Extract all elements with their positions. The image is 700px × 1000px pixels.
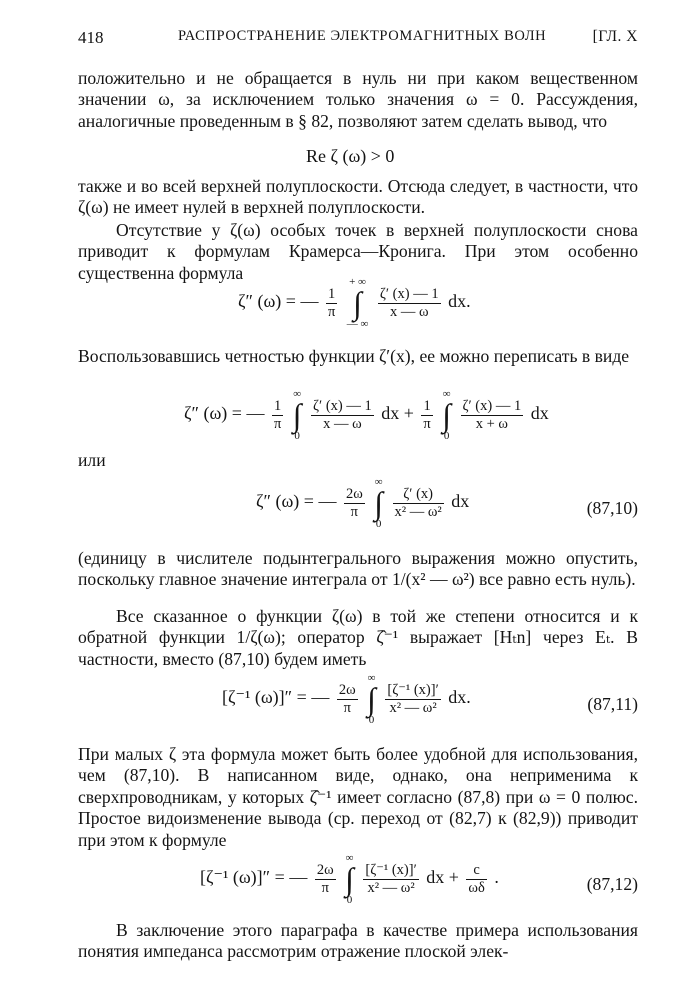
numerator: [ζ⁻¹ (x)]′ (387, 681, 439, 698)
integrand-fraction (363, 862, 418, 897)
equation-text: Re ζ (ω) > 0 (306, 146, 395, 166)
paragraph-3: Отсутствие у ζ(ω) особых точек в верхней полуплоскости снова приводит к формулам Крамерса—Кронига. При этом особенно существенна формула (78, 220, 638, 283)
coefficient-fraction (272, 398, 283, 433)
upper-limit: ∞ (293, 388, 302, 400)
page-number: 418 (78, 28, 104, 47)
paragraph-5: или (78, 450, 106, 470)
equation-number-87-10: (87,10) (586, 498, 638, 518)
lhs: [ζ⁻¹ (ω)]″ = — (222, 687, 330, 708)
paragraph-7: Все сказанное о функции ζ(ω) в той же степени относится и к обратной функции 1/ζ(ω); оператор ζ̂⁻¹ выражает [Hₜn] через Eₜ. В частности, вместо (87,10) будем иметь (78, 606, 638, 669)
coefficient-fraction (315, 862, 336, 897)
upper-limit: ∞ (367, 672, 376, 684)
coefficient-fraction (344, 486, 365, 521)
paragraph-8: При малых ζ эта формула может быть более удобной для использования, чем (87,10). В написанном виде, однако, она неприменима к сверхпроводникам, у которых ζ̂⁻¹ имеет согласно (87,8) при ω = 0 полюс. Простое видоизменение вывода (ср. переход от (82,7) к (82,9)) приводит при этом к формуле (78, 744, 638, 850)
equation-kramers-kronig (238, 276, 471, 330)
integral-sign-2: ∞ ∫ 0 (442, 388, 451, 442)
denominator: π (423, 415, 431, 432)
denominator: π (321, 879, 329, 896)
numerator: 1 (326, 286, 337, 304)
equation-87-11 (222, 672, 471, 726)
paragraph-2: также и во всей верхней полуплоскости. Отсюда следует, в частности, что ζ(ω) не имеет нулей в верхней полуплоскости. (78, 176, 638, 218)
integrand-fraction (378, 286, 441, 321)
numerator: 2ω (345, 485, 363, 502)
numerator: ζ′ (x) — 1 (379, 285, 439, 302)
numerator: 1 (272, 398, 283, 416)
integrand-fraction (393, 486, 444, 521)
chapter-marker: [ГЛ. X (592, 28, 638, 45)
lower-limit: 0 (346, 894, 353, 906)
differential: dx. (448, 291, 471, 312)
differential: dx (451, 491, 470, 512)
middle-term: dx + (426, 867, 459, 888)
paragraph-1: положительно и не обращается в нуль ни при каком вещественном значении ω, за исключением только значения ω = 0. Рассуждения, аналогичные проведенным в § 82, позволяют затем сделать вывод, что (78, 68, 638, 131)
terminator: . (494, 867, 499, 888)
denominator: π (350, 503, 358, 520)
lhs: ζ″ (ω) = — (238, 291, 319, 312)
equation-number-87-11: (87,11) (587, 694, 638, 714)
numerator: [ζ⁻¹ (x)]′ (365, 861, 417, 878)
lower-limit: 0 (294, 430, 300, 442)
lower-limit: — ∞ (346, 318, 369, 330)
equation-split-integral (184, 388, 549, 442)
denominator: x — ω (323, 415, 362, 432)
numerator: c (466, 862, 486, 880)
integrand-fraction (311, 398, 374, 433)
paragraph-9: В заключение этого параграфа в качестве примера использования понятия импеданса рассмотрим отражение плоской элек- (78, 920, 638, 962)
denominator: π (273, 415, 282, 432)
paragraph-4: Воспользовавшись четностью функции ζ′(x), ее можно переписать в виде (78, 346, 630, 366)
middle-term: dx + (381, 403, 414, 424)
lower-limit: 0 (368, 714, 375, 726)
upper-limit: ∞ (345, 852, 354, 864)
equation-number-87-12: (87,12) (586, 874, 638, 894)
pole-term-fraction (466, 862, 486, 897)
integral-sign: ∞ ∫ 0 (345, 852, 354, 906)
numerator: ζ′ (x) — 1 (462, 397, 522, 414)
denominator: x — ω (389, 303, 429, 320)
running-title: РАСПРОСТРАНЕНИЕ ЭЛЕКТРОМАГНИТНЫХ ВОЛН (178, 28, 547, 44)
integral-sign: ∞ ∫ 0 (374, 476, 383, 530)
differential: dx (530, 403, 549, 424)
lhs: ζ″ (ω) = — (256, 491, 337, 512)
numerator: ζ′ (x) (393, 486, 444, 504)
coefficient-fraction (326, 286, 337, 321)
upper-limit: + ∞ (349, 276, 366, 288)
integrand-fraction-2 (461, 398, 524, 433)
page-header (78, 28, 638, 52)
equation-re-zeta (306, 146, 394, 167)
coefficient-fraction-2 (421, 398, 432, 433)
numerator: 1 (421, 398, 432, 416)
lhs: [ζ⁻¹ (ω)]″ = — (200, 867, 308, 888)
paragraph-6: (единицу в числителе подынтегрального выражения можно опустить, поскольку главное значение интеграла от 1/(x² — ω²) все равно есть нуль). (78, 548, 638, 590)
numerator: ζ′ (x) — 1 (313, 397, 372, 414)
denominator: ωδ (468, 879, 485, 896)
lower-limit: 0 (375, 518, 382, 530)
integrand-fraction (385, 682, 440, 717)
denominator: π (327, 303, 336, 320)
equation-87-12 (200, 852, 499, 906)
denominator: x + ω (475, 415, 508, 432)
coefficient-fraction (337, 682, 358, 717)
denominator: x² — ω² (367, 879, 415, 896)
lhs: ζ″ (ω) = — (184, 403, 265, 424)
upper-limit: ∞ (374, 476, 383, 488)
lower-limit: 0 (443, 430, 450, 442)
numerator: 2ω (316, 861, 334, 878)
equation-87-10 (256, 476, 469, 530)
denominator: x² — ω² (394, 503, 442, 520)
denominator: π (343, 699, 351, 716)
upper-limit: ∞ (442, 388, 451, 400)
integral-sign: ∞ ∫ 0 (367, 672, 376, 726)
numerator: 2ω (338, 681, 356, 698)
integral-sign: ∞ ∫ 0 (292, 388, 302, 442)
denominator: x² — ω² (389, 699, 437, 716)
integral-sign: + ∞ ∫ — ∞ (346, 276, 369, 330)
differential: dx. (448, 687, 471, 708)
